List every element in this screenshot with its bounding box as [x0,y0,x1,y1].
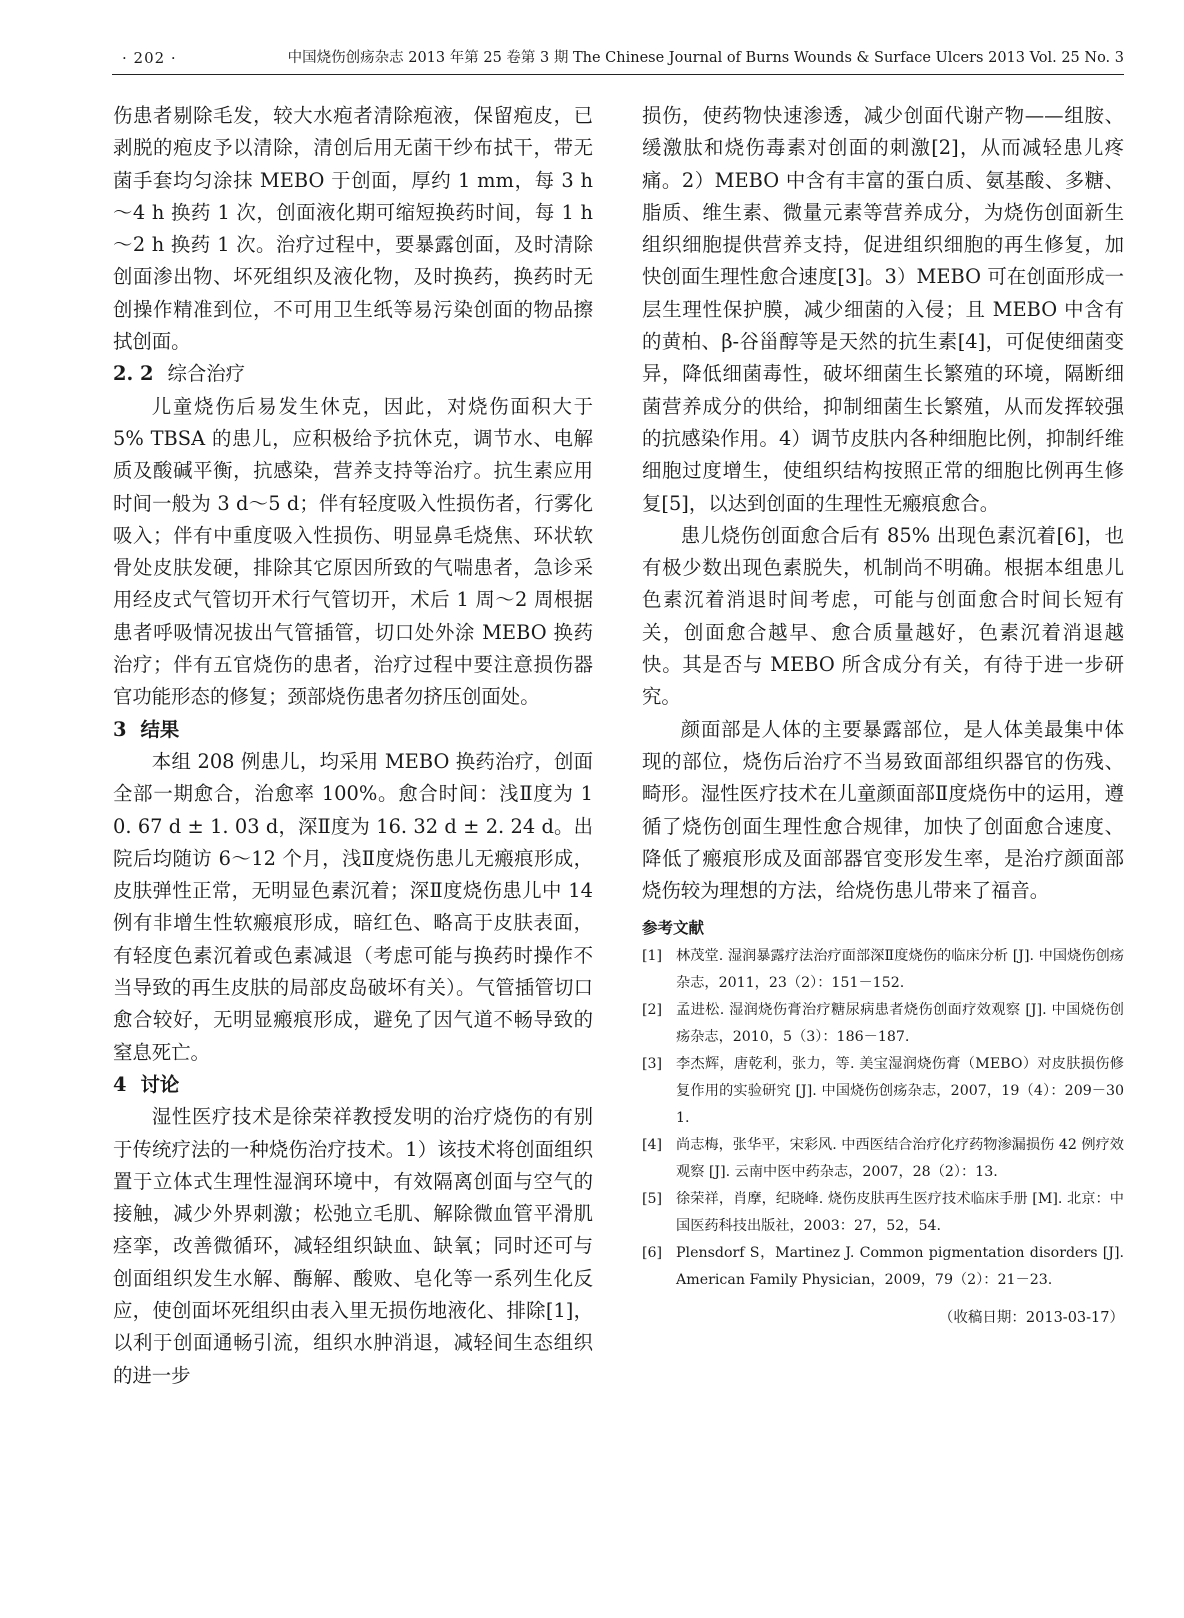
section-number: 2. 2 [113,362,154,386]
section-title: 结果 [140,717,180,741]
reference-item [642,1240,1124,1294]
section-heading-discussion [113,1069,593,1101]
page-number: · 202 · [122,49,177,67]
running-header [112,44,1124,75]
reference-number: [4] [642,1137,663,1154]
references-heading: 参考文献 [642,919,705,938]
section-heading-results [113,714,593,746]
reference-number: [2] [642,1002,663,1019]
paragraph-discussion: 湿性医疗技术是徐荣祥教授发明的治疗烧伤的有别于传统疗法的一种烧伤治疗技术。1）该技术将创面组织置于立体式生理性湿润环境中，有效隔离创面与空气的接触，减少外界刺激；松弛立毛肌、解除微血管平滑肌痉挛，改善微循环，减轻组织缺血、缺氧；同时还可与创面组织发生水解、酶解、酸败、皂化等一系列生化反应，使创面坏死组织由表入里无损伤地液化、排除[1]，以利于创面通畅引流，组织水肿消退，减轻间生态组织的进一步 [113,1105,593,1387]
right-column [642,100,1124,1330]
paragraph-pigmentation: 患儿烧伤创面愈合后有 85% 出现色素沉着[6]，也有极少数出现色素脱失，机制尚不明确。根据本组患儿色素沉着消退时间考虑，可能与创面愈合时间长短有关，创面愈合越早、愈合质量越好，色素沉着消退越快。其是否与 MEBO 所含成分有关，有待于进一步研究。 [642,523,1124,709]
section-heading-2-2 [113,358,593,390]
section-title: 综合治疗 [167,362,246,386]
reference-list [642,943,1124,1294]
section-number: 3 [113,717,127,741]
reference-item [642,943,1124,997]
paragraph-wound-care: 伤患者剔除毛发，较大水疱者清除疱液，保留疱皮，已剥脱的疱皮予以清除，清创后用无菌干纱布拭干，带无菌手套均匀涂抹 MEBO 于创面，厚约 1 mm，每 3 h～4 h 换药 1 次，创面液化期可缩短换药时间，每 1 h～2 h 换药 1 次。治疗过程中，要暴露创面，及时清除创面渗出物、坏死组织及液化物，及时换药，换药时无创操作精准到位，不可用卫生纸等易污染创面的物品擦拭创面。 [113,104,593,354]
section-title: 讨论 [140,1072,180,1096]
reference-item [642,997,1124,1051]
journal-title: 中国烧伤创疡杂志 2013 年第 25 卷第 3 期 The Chinese Journal of Burns Wounds & Surface Ulcers 2013 Vol. 25 No. 3 [287,50,1124,66]
reference-item [642,1186,1124,1240]
reference-number: [6] [642,1245,663,1262]
received-date: （收稿日期：2013-03-17） [938,1310,1124,1327]
paragraph-conclusion: 颜面部是人体的主要暴露部位，是人体美最集中体现的部位，烧伤后治疗不当易致面部组织器官的伤残、畸形。湿性医疗技术在儿童颜面部Ⅱ度烧伤中的运用，遵循了烧伤创面生理性愈合规律，加快了创面愈合速度、降低了瘢痕形成及面部器官变形发生率，是治疗颜面部烧伤较为理想的方法，给烧伤患儿带来了福音。 [642,717,1124,903]
reference-text: 尚志梅，张华平，宋彩风. 中西医结合治疗化疗药物渗漏损伤 42 例疗效观察 [J]. 云南中医中药杂志，2007，28（2）：13. [676,1137,1124,1181]
reference-text: Plensdorf S，Martinez J. Common pigmentation disorders [J]. American Family Physician，2009，79（2）：21－23. [676,1245,1124,1289]
reference-text: 徐荣祥，肖摩，纪晓峰. 烧伤皮肤再生医疗技术临床手册 [M]. 北京：中国医药科技出版社，2003：27，52，54. [676,1191,1124,1235]
left-column [113,100,593,1392]
reference-text: 孟进松. 湿润烧伤膏治疗糖尿病患者烧伤创面疗效观察 [J]. 中国烧伤创疡杂志，2010，5（3）：186－187. [676,1002,1124,1046]
reference-item [642,1051,1124,1132]
reference-text: 林茂堂. 湿润暴露疗法治疗面部深Ⅱ度烧伤的临床分析 [J]. 中国烧伤创疡杂志，2011，23（2）：151－152. [676,948,1124,992]
reference-number: [3] [642,1056,663,1073]
paragraph-discussion-continued: 损伤，使药物快速渗透，减少创面代谢产物——组胺、缓激肽和烧伤毒素对创面的刺激[2]，从而减轻患儿疼痛。2）MEBO 中含有丰富的蛋白质、氨基酸、多糖、脂质、维生素、微量元素等营养成分，为烧伤创面新生组织细胞提供营养支持，促进组织细胞的再生修复，加快创面生理性愈合速度[3]。3）MEBO 可在创面形成一层生理性保护膜，减少细菌的入侵；且 MEBO 中含有的黄柏、β-谷甾醇等是天然的抗生素[4]，可促使细菌变异，降低细菌毒性，破坏细菌生长繁殖的环境，隔断细菌营养成分的供给，抑制细菌生长繁殖，从而发挥较强的抗感染作用。4）调节皮肤内各种细胞比例，抑制纤维细胞过度增生，使组织结构按照正常的细胞比例再生修复[5]，以达到创面的生理性无瘢痕愈合。 [642,104,1124,515]
reference-text: 李杰辉，唐乾利，张力，等. 美宝湿润烧伤膏（MEBO）对皮肤损伤修复作用的实验研究 [J]. 中国烧伤创疡杂志，2007，19（4）：209－301. [676,1056,1124,1127]
paragraph-results: 本组 208 例患儿，均采用 MEBO 换药治疗，创面全部一期愈合，治愈率 100%。愈合时间：浅Ⅱ度为 10. 67 d ± 1. 03 d，深Ⅱ度为 16. 32 d ± 2. 24 d。出院后均随访 6～12 个月，浅Ⅱ度烧伤患儿无瘢痕形成，皮肤弹性正常，无明显色素沉着；深Ⅱ度烧伤患儿中 14 例有非增生性软瘢痕形成，暗红色、略高于皮肤表面，有轻度色素沉着或色素减退（考虑可能与换药时操作不当导致的再生皮肤的局部皮岛破坏有关）。气管插管切口愈合较好，无明显瘢痕形成，避免了因气道不畅导致的窒息死亡。 [113,749,593,1064]
section-number: 4 [113,1072,127,1096]
reference-number: [5] [642,1191,663,1208]
paragraph-comprehensive-treatment: 儿童烧伤后易发生休克，因此，对烧伤面积大于 5% TBSA 的患儿，应积极给予抗休克，调节水、电解质及酸碱平衡，抗感染，营养支持等治疗。抗生素应用时间一般为 3 d～5 d；伴有轻度吸入性损伤者，行雾化吸入；伴有中重度吸入性损伤、明显鼻毛烧焦、环状软骨处皮肤发硬，排除其它原因所致的气喘患者，急诊采用经皮式气管切开术行气管切开，术后 1 周～2 周根据患者呼吸情况拔出气管插管，切口处外涂 MEBO 换药治疗；伴有五官烧伤的患者，治疗过程中要注意损伤器官功能形态的修复；颈部烧伤患者勿挤压创面处。 [113,394,593,709]
reference-item [642,1132,1124,1186]
reference-number: [1] [642,948,663,965]
